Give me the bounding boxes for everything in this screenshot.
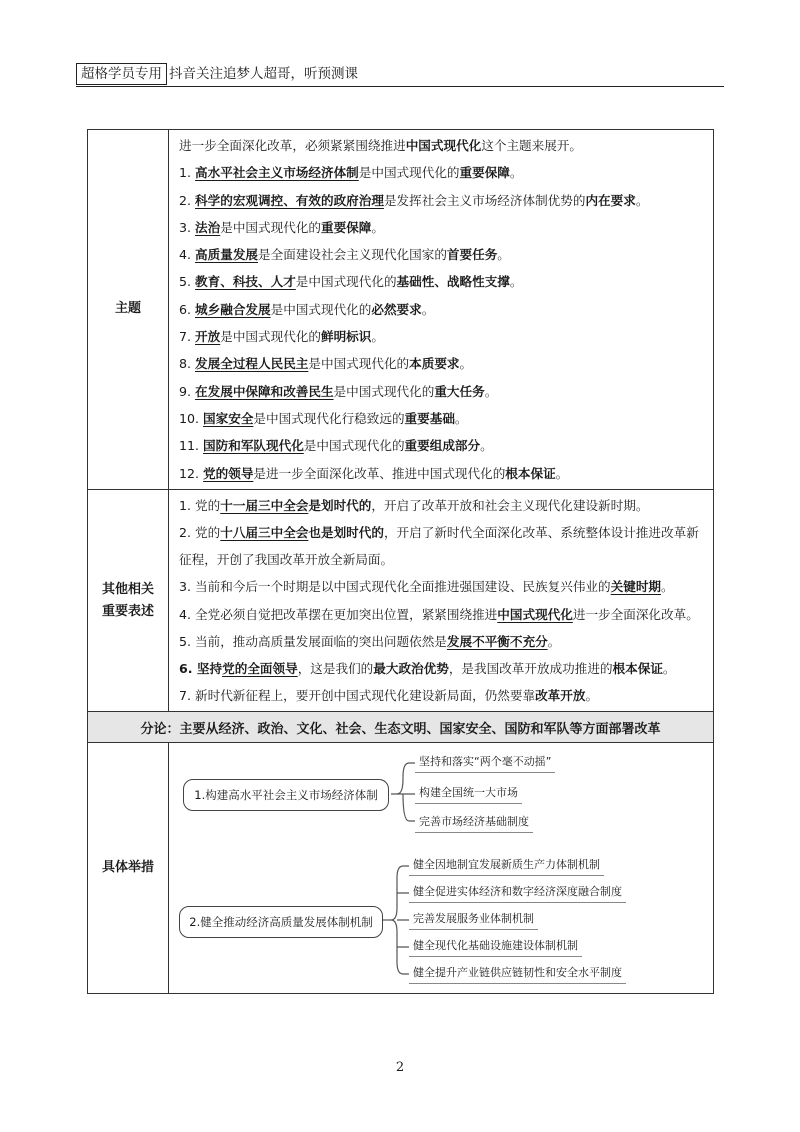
other-item: 3. 当前和今后一个时期是以中国式现代化全面推进强国建设、民族复兴伟业的关键时期。: [179, 579, 674, 595]
section-row: [88, 712, 714, 743]
measure-item: 坚持和落实“两个毫不动摇”: [415, 753, 555, 773]
theme-item: 4. 高质量发展是全面建设社会主义现代化国家的首要任务。: [179, 247, 510, 263]
measure-group-1-title: 1.构建高水平社会主义市场经济体制: [183, 779, 389, 811]
theme-item: 5. 教育、科技、人才是中国式现代化的基础性、战略性支撑。: [179, 274, 523, 290]
theme-item: 3. 法治是中国式现代化的重要保障。: [179, 219, 384, 235]
measure-item: 构建全国统一大市场: [415, 784, 522, 804]
theme-item: 2. 科学的宏观调控、有效的政府治理是发挥社会主义市场经济体制优势的内在要求。: [179, 192, 649, 208]
theme-item: 6. 城乡融合发展是中国式现代化的必然要求。: [179, 301, 435, 317]
header-note: 抖音关注追梦人超哥，听预测课: [169, 66, 358, 82]
page-header: [76, 63, 358, 85]
measure-group-2-title: 2.健全推动经济高质量发展体制机制: [179, 906, 383, 938]
theme-item: 12. 党的领导是进一步全面深化改革、推进中国式现代化的根本保证。: [179, 465, 569, 481]
other-item: 7. 新时代新征程上，要开创中国式现代化建设新局面，仍然要靠改革开放。: [179, 688, 599, 704]
header-tag: 超格学员专用: [76, 63, 167, 85]
other-item: 5. 当前，推动高质量发展面临的突出问题依然是发展不平衡不充分。: [179, 633, 561, 649]
section-heading: 分论：主要从经济、政治、文化、社会、生态文明、国家安全、国防和军队等方面部署改革: [88, 712, 714, 743]
summary-table: [87, 129, 714, 994]
theme-content: [169, 130, 714, 490]
measures-content: [169, 743, 714, 994]
theme-item: 11. 国防和军队现代化是中国式现代化的重要组成部分。: [179, 438, 493, 454]
theme-item: 1. 高水平社会主义市场经济体制是中国式现代化的重要保障。: [179, 165, 523, 181]
theme-item: 8. 发展全过程人民民主是中国式现代化的本质要求。: [179, 356, 473, 372]
other-item: 6. 坚持党的全面领导，这是我们的最大政治优势，是我国改革开放成功推进的根本保证。: [179, 661, 676, 677]
page-number: 2: [395, 1060, 405, 1075]
theme-item: 7. 开放是中国式现代化的鲜明标识。: [179, 329, 384, 345]
other-label-line: 其他相关: [101, 581, 154, 597]
theme-row: [88, 130, 714, 490]
header-rule: [76, 86, 724, 87]
other-item: 2. 党的十八届三中全会也是划时代的，开启了新时代全面深化改革、系统整体设计推进改革新征程，开创了我国改革开放全新局面。: [179, 525, 699, 568]
other-content: [169, 489, 714, 712]
measure-item: 健全促进实体经济和数字经济深度融合制度: [409, 883, 626, 903]
other-label-line: 重要表述: [101, 603, 154, 619]
measure-item: 健全现代化基础设施建设体制机制: [409, 937, 582, 957]
theme-item: 9. 在发展中保障和改善民生是中国式现代化的重大任务。: [179, 383, 498, 399]
theme-item: 10. 国家安全是中国式现代化行稳致远的重要基础。: [179, 410, 468, 426]
other-row: [88, 489, 714, 712]
measure-item: 健全提升产业链供应链韧性和安全水平制度: [409, 964, 626, 984]
measures-label: 具体举措: [88, 743, 169, 994]
measure-item: 完善市场经济基础制度: [415, 813, 533, 833]
other-item: 4. 全党必须自觉把改革摆在更加突出位置，紧紧围绕推进中国式现代化进一步全面深化改革。: [179, 606, 699, 622]
measure-item: 完善发展服务业体制机制: [409, 910, 538, 930]
measures-row: [88, 743, 714, 994]
other-item: 1. 党的十一届三中全会是划时代的，开启了改革开放和社会主义现代化建设新时期。: [179, 497, 649, 513]
theme-label: 主题: [88, 130, 169, 490]
other-label: [88, 489, 169, 712]
theme-intro: 进一步全面深化改革，必须紧紧围绕推进中国式现代化这个主题来展开。: [179, 138, 582, 153]
measure-item: 健全因地制宜发展新质生产力体制机制: [409, 856, 604, 876]
measures-diagram: [169, 743, 713, 993]
